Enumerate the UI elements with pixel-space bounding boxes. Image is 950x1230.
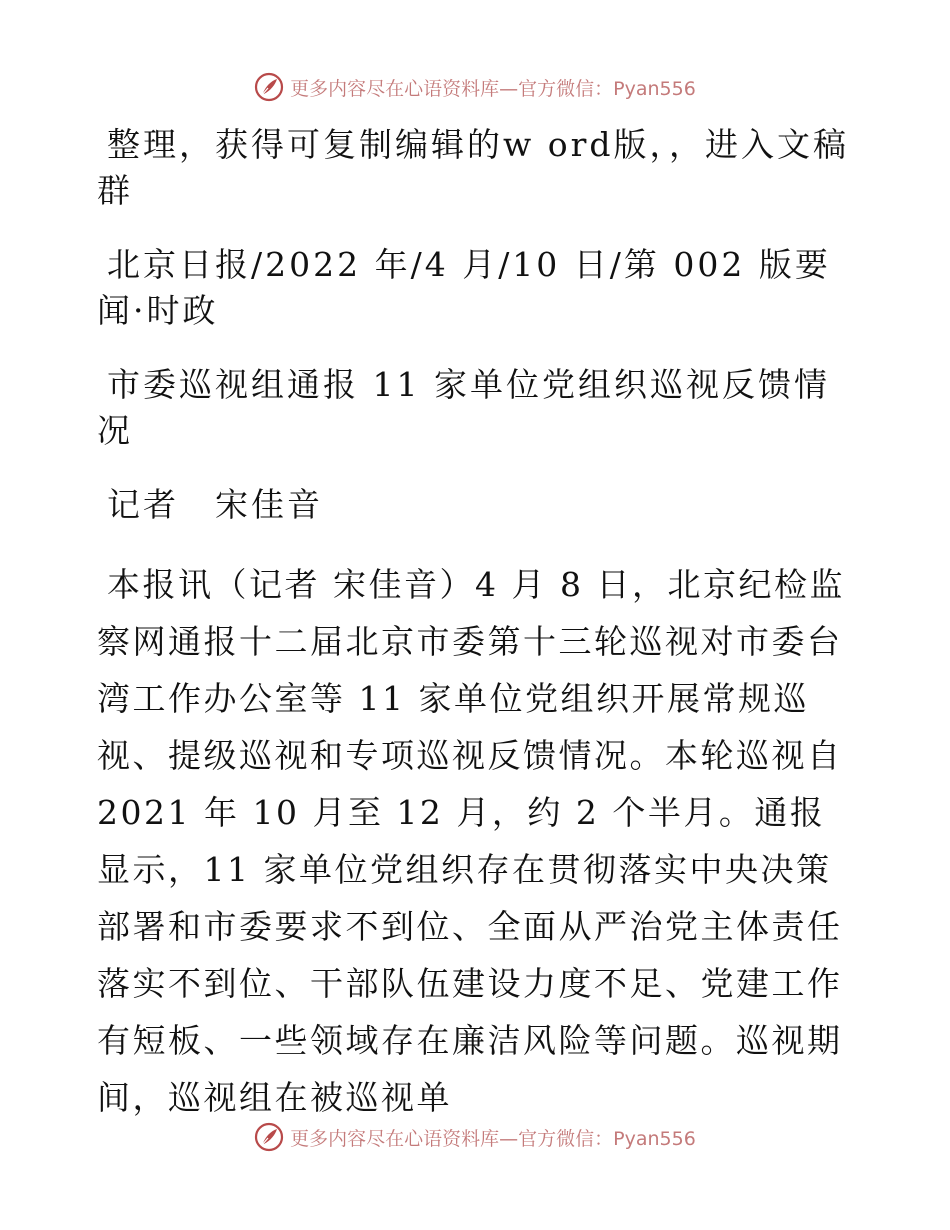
document-body xyxy=(97,122,857,1126)
intro-paragraph: 整理，获得可复制编辑的w ord版，，进入文稿群 xyxy=(97,125,850,210)
watermark-text: 更多内容尽在心语资料库—官方微信：Pyan556 xyxy=(290,1127,696,1150)
source-line: 北京日报/2022 年/4 月/10 日/第 002 版要闻·时政 xyxy=(97,245,831,330)
feather-pen-icon xyxy=(254,72,284,102)
feather-pen-icon xyxy=(254,1122,284,1152)
article-title: 市委巡视组通报 11 家单位党组织巡视反馈情况 xyxy=(97,365,830,450)
watermark-text: 更多内容尽在心语资料库—官方微信：Pyan556 xyxy=(290,77,696,100)
header-watermark xyxy=(0,72,950,102)
byline: 记者 宋佳音 xyxy=(107,485,323,524)
footer-watermark xyxy=(0,1122,950,1152)
article-body: 本报讯（记者 宋佳音）4 月 8 日，北京纪检监察网通报十二届北京市委第十三轮巡视对市委台湾工作办公室等 11 家单位党组织开展常规巡视、提级巡视和专项巡视反馈情况。本轮巡视自 2021 年 10 月至 12 月，约 2 个半月。通报显示，11 家单位党组织存在贯彻落实中央决策部署和市委要求不到位、全面从严治党主体责任落实不到位、干部队伍建设力度不足、党建工作有短板、一些领域存在廉洁风险等问题。巡视期间，巡视组在被巡视单 xyxy=(97,565,845,1117)
